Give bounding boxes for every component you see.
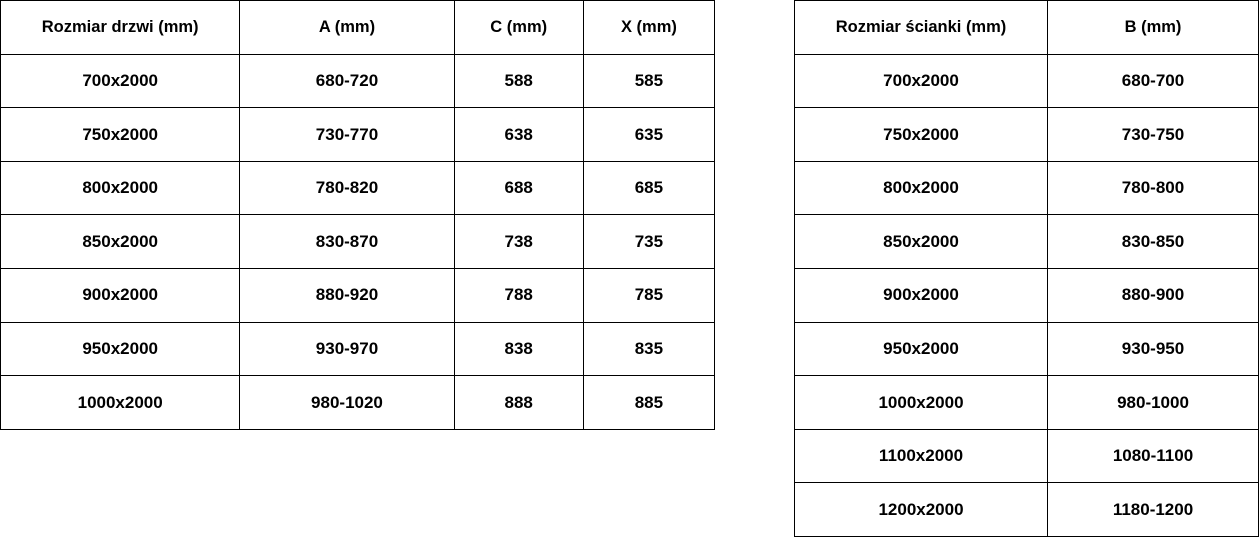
cell-b: 880-900 [1048, 268, 1259, 322]
column-header-wall-size: Rozmiar ścianki (mm) [795, 1, 1048, 55]
table-row [795, 215, 1259, 269]
cell-x: 835 [583, 322, 714, 376]
cell-wall-size: 1200x2000 [795, 483, 1048, 537]
column-header-c: C (mm) [454, 1, 583, 55]
table-row [1, 54, 715, 108]
table-row [1, 108, 715, 162]
cell-b: 730-750 [1048, 108, 1259, 162]
cell-a: 830-870 [240, 215, 454, 269]
table-row [795, 483, 1259, 537]
cell-c: 738 [454, 215, 583, 269]
column-header-a: A (mm) [240, 1, 454, 55]
table-row [1, 268, 715, 322]
cell-x: 685 [583, 161, 714, 215]
cell-b: 1180-1200 [1048, 483, 1259, 537]
cell-b: 1080-1100 [1048, 429, 1259, 483]
cell-c: 788 [454, 268, 583, 322]
column-header-b: B (mm) [1048, 1, 1259, 55]
table-row [795, 322, 1259, 376]
table-row [795, 108, 1259, 162]
cell-c: 838 [454, 322, 583, 376]
cell-a: 730-770 [240, 108, 454, 162]
column-header-door-size: Rozmiar drzwi (mm) [1, 1, 240, 55]
cell-b: 980-1000 [1048, 376, 1259, 430]
cell-x: 735 [583, 215, 714, 269]
table-row [795, 268, 1259, 322]
cell-door-size: 1000x2000 [1, 376, 240, 430]
cell-x: 635 [583, 108, 714, 162]
cell-b: 680-700 [1048, 54, 1259, 108]
cell-door-size: 850x2000 [1, 215, 240, 269]
cell-b: 930-950 [1048, 322, 1259, 376]
cell-wall-size: 950x2000 [795, 322, 1048, 376]
table-row [1, 161, 715, 215]
cell-door-size: 950x2000 [1, 322, 240, 376]
wall-size-table [794, 0, 1259, 537]
table-header-row [1, 1, 715, 55]
cell-x: 785 [583, 268, 714, 322]
cell-c: 638 [454, 108, 583, 162]
cell-a: 780-820 [240, 161, 454, 215]
cell-c: 888 [454, 376, 583, 430]
cell-a: 930-970 [240, 322, 454, 376]
cell-c: 688 [454, 161, 583, 215]
cell-wall-size: 900x2000 [795, 268, 1048, 322]
cell-a: 680-720 [240, 54, 454, 108]
cell-c: 588 [454, 54, 583, 108]
table-row [795, 376, 1259, 430]
cell-wall-size: 1100x2000 [795, 429, 1048, 483]
column-header-x: X (mm) [583, 1, 714, 55]
table-header-row [795, 1, 1259, 55]
cell-b: 780-800 [1048, 161, 1259, 215]
cell-door-size: 700x2000 [1, 54, 240, 108]
table-row [1, 376, 715, 430]
cell-door-size: 800x2000 [1, 161, 240, 215]
cell-x: 885 [583, 376, 714, 430]
cell-wall-size: 850x2000 [795, 215, 1048, 269]
cell-x: 585 [583, 54, 714, 108]
cell-a: 880-920 [240, 268, 454, 322]
cell-wall-size: 750x2000 [795, 108, 1048, 162]
cell-wall-size: 700x2000 [795, 54, 1048, 108]
table-row [795, 429, 1259, 483]
cell-wall-size: 800x2000 [795, 161, 1048, 215]
table-row [795, 54, 1259, 108]
cell-wall-size: 1000x2000 [795, 376, 1048, 430]
table-row [795, 161, 1259, 215]
table-row [1, 322, 715, 376]
table-row [1, 215, 715, 269]
cell-b: 830-850 [1048, 215, 1259, 269]
cell-a: 980-1020 [240, 376, 454, 430]
cell-door-size: 900x2000 [1, 268, 240, 322]
cell-door-size: 750x2000 [1, 108, 240, 162]
door-size-table [0, 0, 715, 430]
